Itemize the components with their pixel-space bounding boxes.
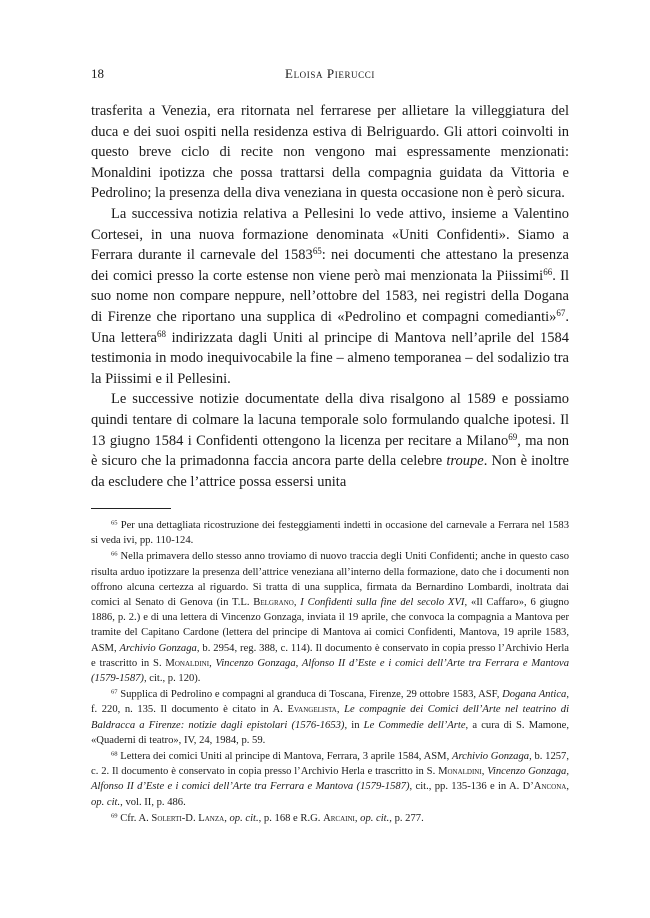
italic-text: op. cit.: [229, 812, 259, 824]
body-text: [91, 101, 569, 492]
text-run: Per una dettagliata ricostruzione dei festeggiamenti indetti in occasione del carnevale a Ferrara nel 1583 si veda ivi, pp. 110-124.: [91, 520, 569, 547]
text-run: , cit., p. 120).: [143, 673, 201, 685]
paragraph: [91, 204, 569, 389]
footnote-ref: 68: [111, 750, 118, 758]
text-run: , f. 220, n. 135. Il documento è citato in A.: [91, 689, 570, 716]
text-run: . Il suo nome non compare neppure, nell’ottobre del 1583, nei registri della Dogana di Firenze che riportano una supplica di «Pedrolino et compagni comedianti»: [91, 267, 570, 325]
running-head: [91, 66, 569, 84]
small-caps-name: Belgrano: [253, 597, 294, 609]
text-run: ,: [209, 657, 216, 669]
small-caps-name: Arcaini: [323, 812, 355, 824]
text-run: ,: [336, 704, 345, 716]
text-run: . Una lettera: [91, 308, 569, 346]
footnote-ref: 65: [312, 246, 322, 257]
text-run: ,: [354, 812, 361, 824]
italic-text: Dogana Antica: [502, 689, 567, 701]
italic-text: Le Commedie dell’Arte: [363, 719, 466, 731]
italic-text: op. cit.: [91, 796, 121, 808]
text-run: , b. 1257, c. 2. Il documento è conservato in copia presso l’Archivio Herla e trascritto in S.: [91, 751, 569, 778]
footnote-ref: 65: [111, 519, 118, 527]
italic-text: I Confidenti sulla fine del secolo XVI: [300, 597, 465, 609]
text-run: , a cura di S. Mamone, «Quaderni di teatro», IV, 24, 1984, p. 59.: [91, 719, 569, 746]
text-run: , «Il Caffaro», 6 giugno 1886, p. 2.) e di una lettera di Vincenzo Gonzaga, inviata il 19 aprile, che convoca la compagnia a Mantova per tramite del Capitano Cardone (lettera del principe di Mantova ai comici Confidenti, Mantova, 19 aprile 1583, ASM,: [91, 597, 570, 654]
text-run: ,: [481, 766, 488, 778]
text-run: Cfr. A.: [117, 812, 152, 824]
text-run: La successiva notizia relativa a Pellesini lo vede attivo, insieme a Valentino Cortesei, in una nuova formazione denominata «Uniti Confidenti». Siamo a Ferrara durante il carnevale del 1583: [91, 205, 569, 264]
text-run: , b. 2954, reg. 388, c. 114). Il documento è conservato in copia presso l’Archivio Herla e trascritto in S.: [91, 642, 569, 669]
small-caps-name: Monaldini: [438, 766, 482, 778]
text-run: trasferita a Venezia, era ritornata nel ferrarese per allietare la villeggiatura del duca e dei suoi ospiti nella residenza estiva di Belriguardo. Gli attori coinvolti in questo breve ciclo di recite non vengono mai espressamente menzionati: Monaldini ipotizza che possa trattarsi della compagnia guidata da Vittoria e Pedrolino; la presenza della diva veneziana in questa occasione non è però sicura.: [91, 103, 569, 202]
text-run: : nei documenti che attestano la presenza dei comici presso la corte estense non viene però mai menzionata la Piissimi: [91, 247, 569, 284]
italic-text: Archivio Gonzaga: [451, 751, 530, 763]
text-run: Nella primavera dello stesso anno troviamo di nuovo traccia degli Uniti Confidenti; anche in questo caso risulta arduo ipotizzare la presenza dell’attrice veneziana all’interno della formazione, dato che i documenti non offrono alcuna certezza al riguardo. Si tratta di una supplica, firmata da Bernardino Lombardi, inoltrata dai comici al Senato di Genova (in T.L.: [91, 551, 569, 609]
text-run: , ma non è sicuro che la primadonna faccia ancora parte della celebre: [91, 432, 569, 470]
footnote-ref: 67: [111, 688, 118, 696]
paragraph: [91, 101, 569, 204]
running-title-author: Eloisa Pierucci: [285, 66, 375, 81]
text-run: Supplica di Pedrolino e compagni al granduca di Toscana, Firenze, 29 ottobre 1583, ASF,: [117, 689, 503, 701]
small-caps-name: Evangelista: [287, 704, 337, 716]
italic-text: op. cit.: [360, 812, 390, 824]
text-run: -D.: [181, 812, 199, 824]
text-run: ,: [566, 781, 569, 793]
footnote-ref: 66: [543, 266, 553, 277]
footnote-ref: 69: [508, 431, 518, 442]
small-caps-name: Monaldini: [165, 657, 210, 669]
page-number: 18: [91, 66, 104, 81]
italic-text: troupe: [446, 453, 484, 470]
text-run: ,: [224, 812, 230, 824]
text-run: , cit., pp. 135-136 e in A. D’: [409, 781, 534, 793]
text-run: , in: [344, 719, 364, 731]
footnote-ref: 69: [111, 812, 118, 820]
footnote: [91, 687, 569, 748]
small-caps-name: Ancona: [533, 781, 567, 793]
paragraph: [91, 389, 569, 492]
footnote-ref: 68: [156, 328, 166, 339]
footnote: [91, 549, 569, 686]
footnote-ref: 67: [556, 308, 566, 318]
text-run: indirizzata dagli Uniti al principe di Mantova nell’aprile del 1584 testimonia in modo inequivocabile la fine – almeno temporanea – del sodalizio tra la Piissimi e il Pellesini.: [91, 329, 569, 387]
small-caps-name: Lanza: [198, 812, 225, 824]
italic-text: Vincenzo Gonzaga, Alfonso II d’Este e i comici dell’Arte tra Ferrara e Mantova (1579-1587): [91, 657, 569, 685]
footnotes: [91, 518, 569, 827]
text-run: Lettera dei comici Uniti al principe di Mantova, Ferrara, 3 aprile 1584, ASM,: [117, 751, 452, 763]
footnote-ref: 66: [111, 550, 118, 558]
text-run: Le successive notizie documentate della diva risalgono al 1589 e possiamo quindi tentare di colmare la lacuna temporale solo formulando qualche ipotesi. Il 13 giugno 1584 i Confidenti ottengono la licenza per recitare a Milano: [91, 391, 569, 449]
text-run: , vol. II, p. 486.: [120, 796, 186, 808]
text-run: , p. 168 e R.G.: [258, 812, 324, 824]
footnote: [91, 811, 569, 826]
italic-text: Vincenzo Gonzaga, Alfonso II d’Este e i comici dell’Arte tra Ferrara e Mantova (1579-1587): [91, 766, 569, 793]
italic-text: Le compagnie dei Comici dell’Arte nel teatrino di Baldracca a Firenze: notizie dagli epistolari (1576-1653): [91, 704, 570, 731]
footnote-separator: [91, 508, 171, 509]
italic-text: Archivio Gonzaga: [119, 642, 197, 654]
text-run: , p. 277.: [389, 812, 424, 824]
footnote: [91, 518, 569, 548]
text-run: . Non è inoltre da escludere che l’attrice possa essersi unita: [91, 453, 569, 490]
text-run: ,: [293, 597, 301, 609]
small-caps-name: Solerti: [151, 812, 182, 824]
footnote: [91, 749, 569, 810]
